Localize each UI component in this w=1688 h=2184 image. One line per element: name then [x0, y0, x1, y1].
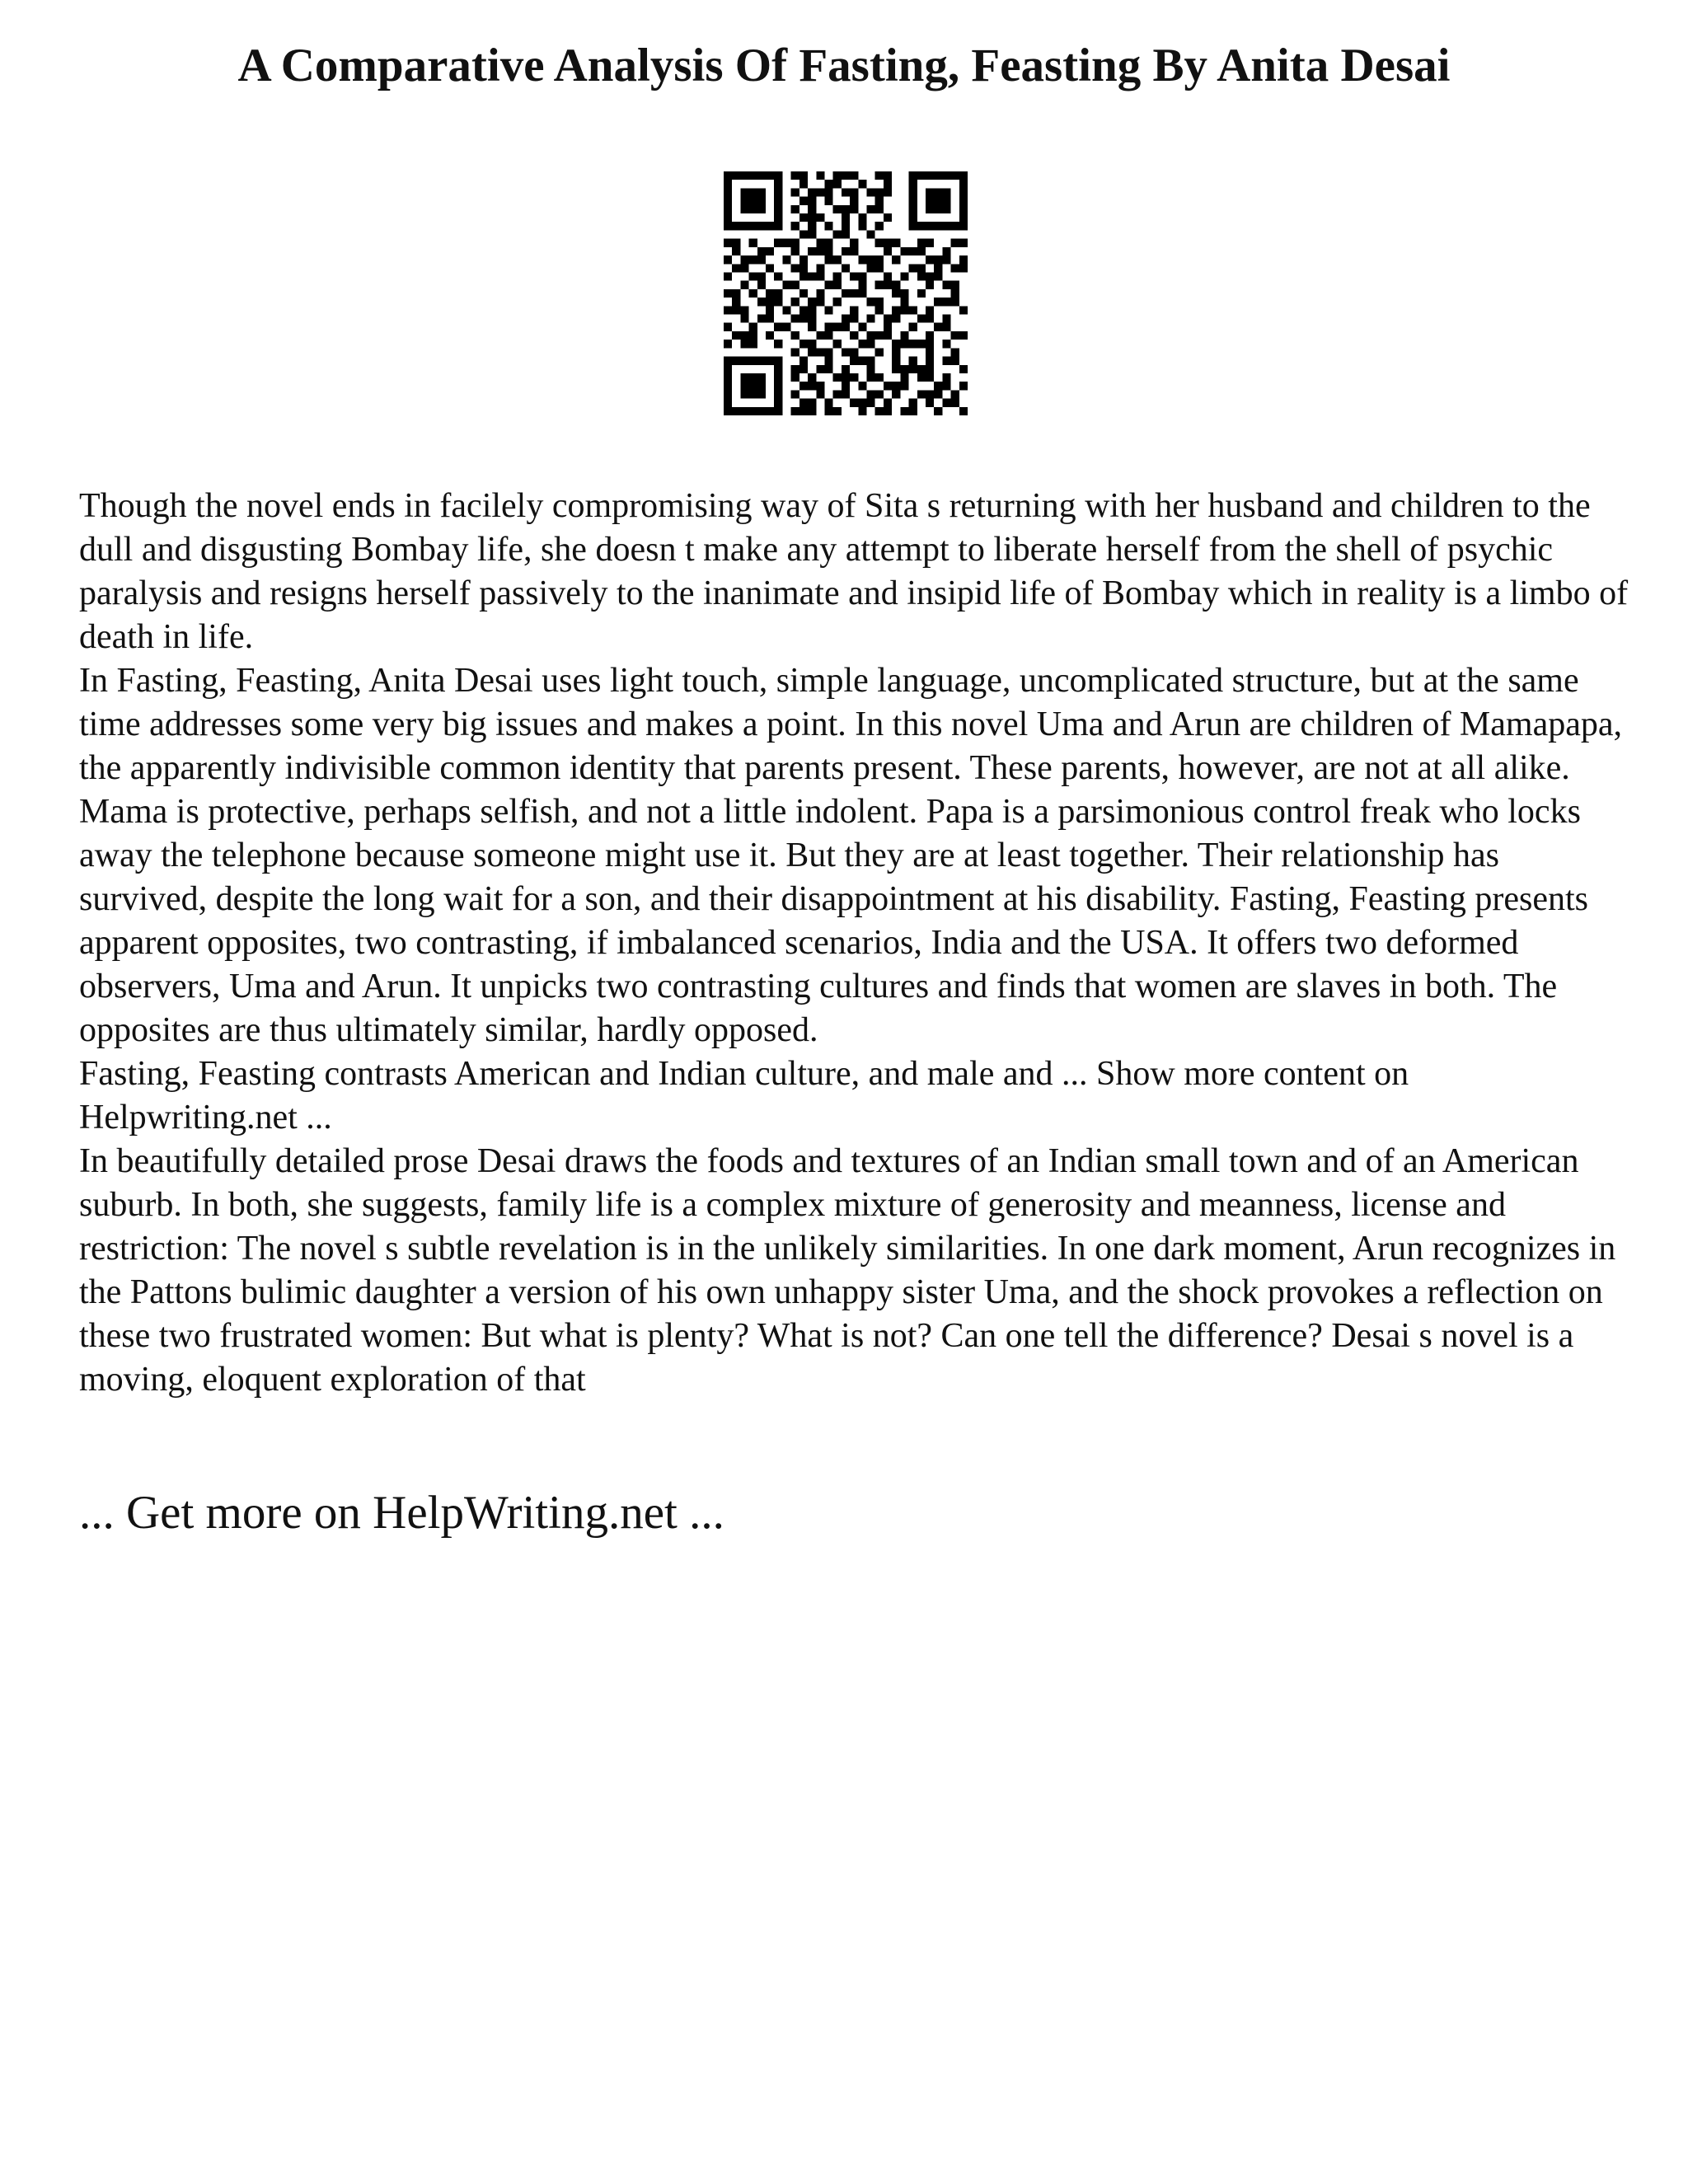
article-body — [79, 485, 1629, 1402]
qr-code-icon[interactable] — [724, 171, 968, 415]
page-title: A Comparative Analysis Of Fasting, Feasting By Anita Desai — [237, 40, 1451, 91]
get-more-link[interactable]: ... Get more on HelpWriting.net ... — [79, 1487, 724, 1539]
paragraph: In Fasting, Feasting, Anita Desai uses light touch, simple language, uncomplicated structure, but at the same time addresses some very big issues and makes a point. In this novel Uma and Arun are children of Mamapapa, the apparently indivisible common identity that parents present. These parents, however, are not at all alike. Mama is protective, perhaps selfish, and not a little indolent. Papa is a parsimonious control freak who locks away the telephone because someone might use it. But they are at least together. Their relationship has survived, despite the long wait for a son, and their disappointment at his disability. Fasting, Feasting presents apparent opposites, two contrasting, if imbalanced scenarios, India and the USA. It offers two deformed observers, Uma and Arun. It unpicks two contrasting cultures and finds that women are slaves in both. The opposites are thus ultimately similar, hardly opposed. — [79, 662, 1623, 1049]
qr-code-graphic — [724, 171, 968, 415]
paragraph: Fasting, Feasting contrasts American and Indian culture, and male and ... Show more content on Helpwriting.net ... — [79, 1055, 1409, 1137]
paragraph: In beautifully detailed prose Desai draws the foods and textures of an Indian small town and of an American suburb. In both, she suggests, family life is a complex mixture of generosity and meanness, license and restriction: The novel s subtle revelation is in the unlikely similarities. In one dark moment, Arun recognizes in the Pattons bulimic daughter a version of his own unhappy sister Uma, and the shock provokes a reflection on these two frustrated women: But what is plenty? What is not? Can one tell the difference? Desai s novel is a moving, eloquent exploration of that — [79, 1142, 1616, 1399]
paragraph: Though the novel ends in facilely compromising way of Sita s returning with her husband and children to the dull and disgusting Bombay life, she doesn t make any attempt to liberate herself from the shell of psychic paralysis and resigns herself passively to the inanimate and insipid life of Bombay which in reality is a limbo of death in life. — [79, 487, 1629, 656]
